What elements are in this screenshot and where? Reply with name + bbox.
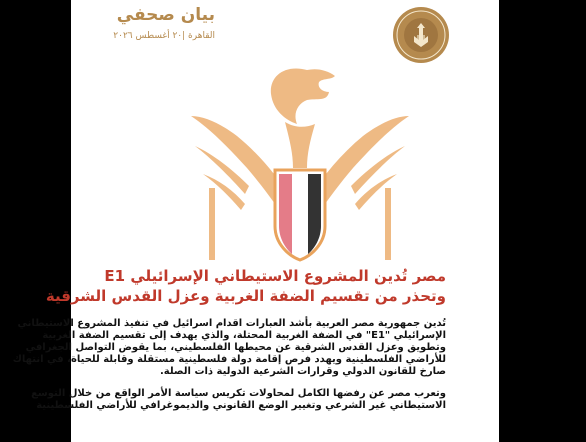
body-line: وتعرب مصر عن رفضها الكامل لمحاولات تكريس سياسة الأمر الواقع من خلال التوسع xyxy=(31,388,446,399)
eagle-of-saladin-watermark-icon xyxy=(189,58,411,268)
headline-line-1: مصر تُدين المشروع الاستيطاني الإسرائيلي E1 xyxy=(104,267,446,285)
body-line: صارخ للقانون الدولي وقرارات الشرعية الدولية ذات الصلة. xyxy=(159,366,446,377)
body-line: وتطويق وعزل القدس الشرقية عن محيطها الفلسطيني، بما يقوض التواصل الجغرافي xyxy=(25,342,446,353)
body-line: الإسرائيلي "E1" في الضفة الغربية المحتلة، والذي يهدف إلى تقسيم الضفة الغربية xyxy=(42,330,446,341)
body-line: تُدين جمهورية مصر العربية بأشد العبارات اقدام اسرائيل في تنفيذ المشروع الاستيطاني xyxy=(17,318,446,329)
body-line: الاستيطاني غير الشرعي وتغيير الوضع القانوني والديموغرافي للأراضي الفلسطينية xyxy=(36,400,446,411)
press-release-page xyxy=(12,0,499,442)
press-release-title: بيان صحفي xyxy=(116,5,215,25)
body-line: للأراضي الفلسطينية ويهدد فرص إقامة دولة فلسطينية مستقلة وقابلة للحياة، في انتهاك xyxy=(12,354,446,365)
headline-line-2: وتحذر من تقسيم الضفة الغربية وعزل القدس الشرقية xyxy=(45,287,446,305)
emblem-seal-icon xyxy=(392,6,450,64)
dateline: القاهرة |٢٠ أغسطس ٢٠٢٦ xyxy=(113,31,215,41)
